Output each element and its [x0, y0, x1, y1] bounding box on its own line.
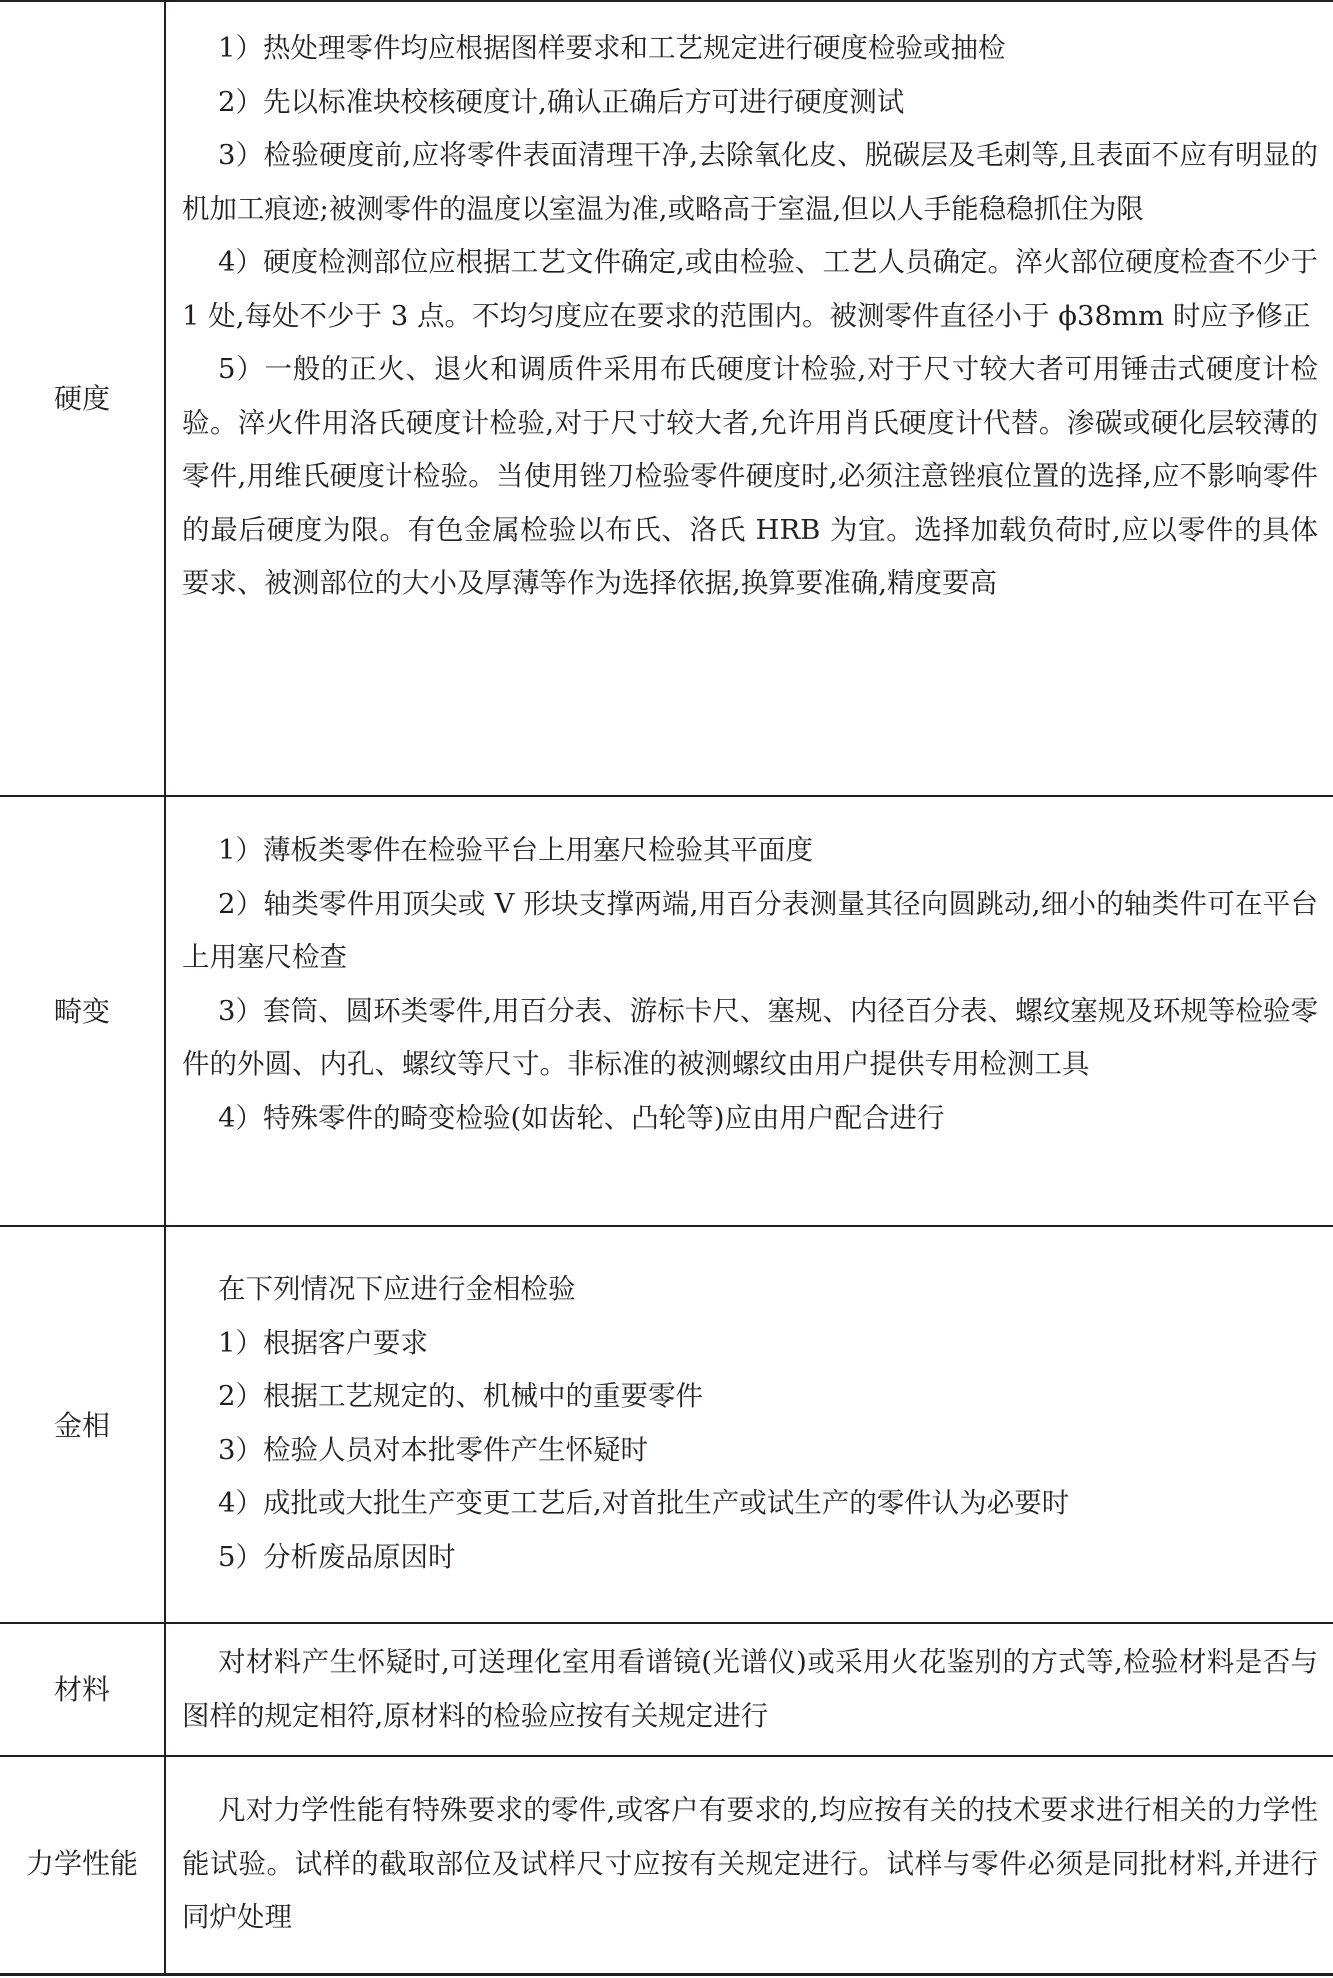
row-content-metallography: [182, 1263, 1318, 1584]
paragraph: 5）一般的正火、退火和调质件采用布氏硬度计检验,对于尺寸较大者可用锤击式硬度计检验。淬火件用洛氏硬度计检验,对于尺寸较大者,允许用肖氏硬度计代替。渗碳或硬化层较薄的零件,用维氏硬度计检验。当使用锉刀检验零件硬度时,必须注意锉痕位置的选择,应不影响零件的最后硬度为限。有色金属检验以布氏、洛氏 HRB 为宜。选择加载负荷时,应以零件的具体要求、被测部位的大小及厚薄等作为选择依据,换算要准确,精度要高: [182, 353, 1318, 599]
paragraph: 2）根据工艺规定的、机械中的重要零件: [218, 1380, 703, 1412]
paragraph: 在下列情况下应进行金相检验: [218, 1273, 576, 1305]
row-label-hardness: 硬度: [53, 382, 110, 415]
row-divider: [0, 1622, 1333, 1624]
table-bottom-border: [0, 1973, 1333, 1976]
row-label-material: 材料: [53, 1673, 110, 1706]
paragraph: 对材料产生怀疑时,可送理化室用看谱镜(光谱仪)或采用火花鉴别的方式等,检验材料是否与图样的规定相符,原材料的检验应按有关规定进行: [182, 1646, 1318, 1732]
row-content-material: [182, 1636, 1318, 1743]
row-content-distortion: [182, 824, 1318, 1145]
paragraph: 3）套筒、圆环类零件,用百分表、游标卡尺、塞规、内径百分表、螺纹塞规及环规等检验零件的外圆、内孔、螺纹等尺寸。非标准的被测螺纹由用户提供专用检测工具: [182, 994, 1318, 1080]
paragraph: 3）检验人员对本批零件产生怀疑时: [218, 1433, 648, 1466]
paragraph: 4）成批或大批生产变更工艺后,对首批生产或试生产的零件认为必要时: [218, 1487, 1070, 1519]
column-divider: [164, 0, 166, 1976]
table-top-border: [0, 0, 1333, 2]
row-content-mechanical-properties: [182, 1784, 1318, 1945]
paragraph: 4）硬度检测部位应根据工艺文件确定,或由检验、工艺人员确定。淬火部位硬度检查不少于 1 处,每处不少于 3 点。不均匀度应在要求的范围内。被测零件直径小于 ϕ38mm 时应予修正: [182, 246, 1318, 332]
row-content-hardness: [182, 22, 1318, 611]
paragraph: 4）特殊零件的畸变检验(如齿轮、凸轮等)应由用户配合进行: [218, 1101, 945, 1134]
paragraph: 2）轴类零件用顶尖或 V 形块支撑两端,用百分表测量其径向圆跳动,细小的轴类件可在平台上用塞尺检查: [182, 887, 1318, 973]
row-label-metallography: 金相: [53, 1409, 110, 1442]
paragraph: 1）热处理零件均应根据图样要求和工艺规定进行硬度检验或抽检: [218, 32, 1006, 64]
row-label-mechanical-properties: 力学性能: [25, 1847, 138, 1880]
row-divider: [0, 1755, 1333, 1757]
row-divider: [0, 795, 1333, 797]
paragraph: 1）薄板类零件在检验平台上用塞尺检验其平面度: [218, 834, 813, 866]
paragraph: 3）检验硬度前,应将零件表面清理干净,去除氧化皮、脱碳层及毛刺等,且表面不应有明显的机加工痕迹;被测零件的温度以室温为准,或略高于室温,但以人手能稳稳抓住为限: [182, 139, 1318, 225]
row-divider: [0, 1225, 1333, 1227]
paragraph: 1）根据客户要求: [218, 1326, 428, 1359]
paragraph: 5）分析废品原因时: [218, 1540, 456, 1573]
paragraph: 凡对力学性能有特殊要求的零件,或客户有要求的,均应按有关的技术要求进行相关的力学性能试验。试样的截取部位及试样尺寸应按有关规定进行。试样与零件必须是同批材料,并进行同炉处理: [182, 1794, 1318, 1933]
paragraph: 2）先以标准块校核硬度计,确认正确后方可进行硬度测试: [218, 85, 905, 118]
row-label-distortion: 畸变: [53, 995, 110, 1028]
